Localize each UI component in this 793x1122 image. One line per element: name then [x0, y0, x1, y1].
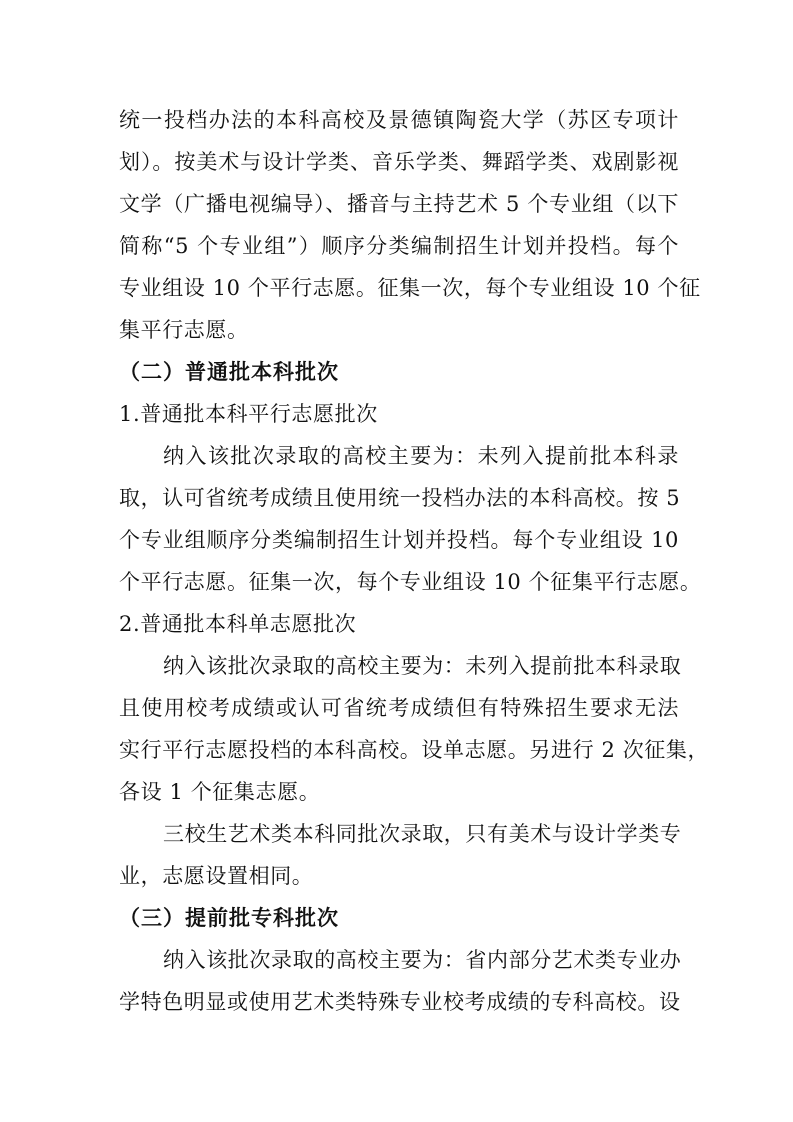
- body-text-line: 实行平行志愿投档的本科高校。设单志愿。另进行 2 次征集，: [119, 738, 710, 762]
- body-text-line: 纳入该批次录取的高校主要为：未列入提前批本科录取: [163, 654, 682, 678]
- body-text-line: 简称“5 个专业组”）顺序分类编制招生计划并投档。每个: [119, 234, 679, 258]
- body-text-line: 学特色明显或使用艺术类特殊专业校考成绩的专科高校。设: [119, 990, 681, 1014]
- body-text-line: 个专业组顺序分类编制招生计划并投档。每个专业组设 10: [119, 528, 679, 552]
- subsection-heading-2: 2.普通批本科单志愿批次: [119, 612, 357, 636]
- section-heading-2: （二）普通批本科批次: [119, 360, 339, 384]
- body-text-line: 取，认可省统考成绩且使用统一投档办法的本科高校。按 5: [119, 486, 681, 510]
- subsection-heading-1: 1.普通批本科平行志愿批次: [119, 402, 378, 426]
- body-text-line: 各设 1 个征集志愿。: [119, 780, 321, 804]
- body-text-line: 统一投档办法的本科高校及景德镇陶瓷大学（苏区专项计: [119, 108, 679, 132]
- body-text-line: 个平行志愿。征集一次，每个专业组设 10 个征集平行志愿。: [119, 570, 702, 594]
- section-heading-3: （三）提前批专科批次: [119, 906, 339, 930]
- body-text-line: 专业组设 10 个平行志愿。征集一次，每个专业组设 10 个征: [119, 276, 701, 300]
- body-text-line: 纳入该批次录取的高校主要为：省内部分艺术类专业办: [163, 948, 682, 972]
- body-text-line: 文学（广播电视编导）、播音与主持艺术 5 个专业组（以下: [119, 192, 679, 216]
- body-text-line: 集平行志愿。: [119, 318, 249, 342]
- body-text-line: 纳入该批次录取的高校主要为：未列入提前批本科录: [163, 444, 679, 468]
- body-text-line: 且使用校考成绩或认可省统考成绩但有特殊招生要求无法: [119, 696, 679, 720]
- body-text-line: 业，志愿设置相同。: [119, 864, 314, 888]
- body-text-line: 三校生艺术类本科同批次录取，只有美术与设计学类专: [163, 822, 682, 846]
- body-text-line: 划）。按美术与设计学类、音乐学类、舞蹈学类、戏剧影视: [119, 150, 679, 174]
